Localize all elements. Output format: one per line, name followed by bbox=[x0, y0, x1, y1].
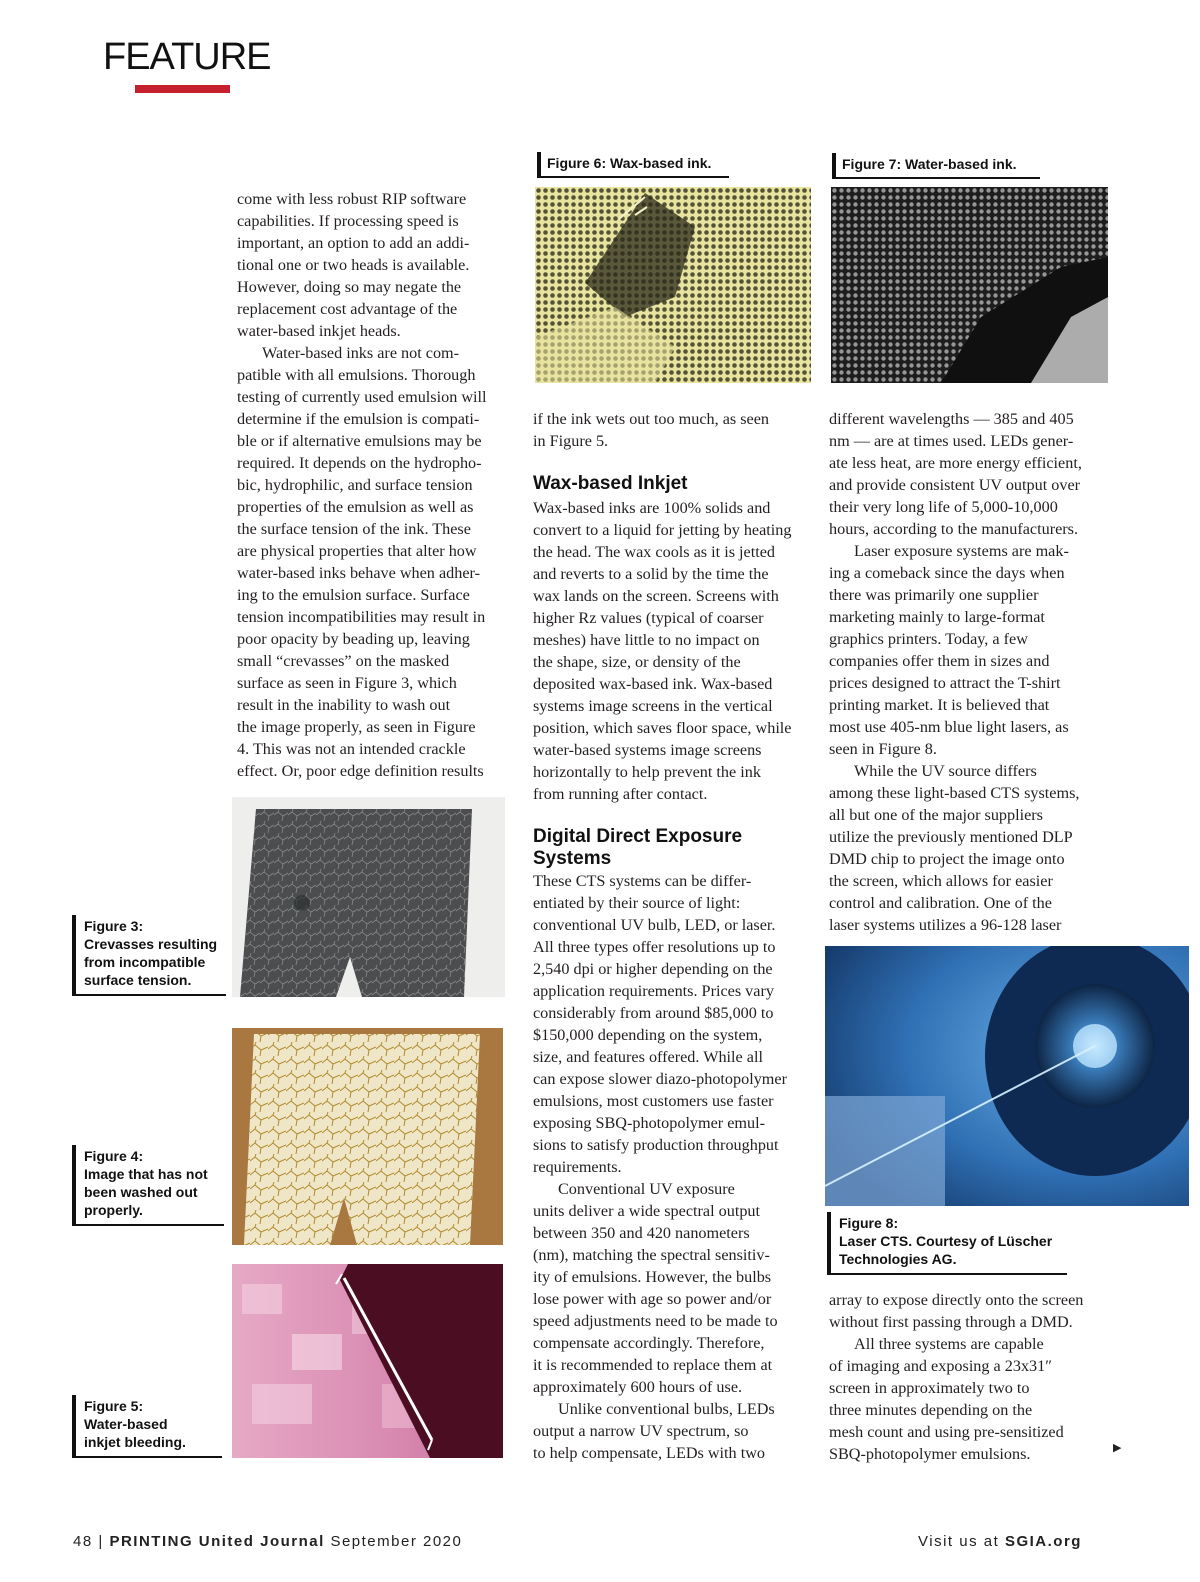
figure-3-image bbox=[232, 797, 505, 997]
text-line: different wavelengths — 385 and 405 bbox=[829, 410, 1074, 428]
section-accent-rule bbox=[135, 85, 230, 93]
text-line: water-based inks behave when adher- bbox=[237, 564, 480, 582]
text-line: screen in approximately two to bbox=[829, 1379, 1030, 1397]
footer-visit bbox=[918, 1533, 1082, 1550]
text-line: testing of currently used emulsion will bbox=[237, 388, 487, 406]
text-line: horizontally to help prevent the ink bbox=[533, 763, 761, 781]
text-line: $150,000 depending on the system, bbox=[533, 1026, 763, 1044]
figure-3-caption bbox=[72, 915, 226, 996]
page-number: 48 bbox=[73, 1533, 93, 1550]
text-line: can expose slower diazo-photopolymer bbox=[533, 1070, 787, 1088]
column-3-upper bbox=[829, 408, 1104, 936]
figure-6-caption: Figure 6: Wax-based ink. bbox=[537, 152, 729, 178]
text-line: important, an option to add an addi- bbox=[237, 234, 470, 252]
text-line: and provide consistent UV output over bbox=[829, 476, 1081, 494]
text-line: SBQ-photopolymer emulsions. bbox=[829, 1445, 1031, 1463]
text-line: requirements. bbox=[533, 1158, 622, 1176]
text-line: poor opacity by beading up, leaving bbox=[237, 630, 470, 648]
text-line: bic, hydrophilic, and surface tension bbox=[237, 476, 473, 494]
text-line: wax lands on the screen. Screens with bbox=[533, 587, 779, 605]
text-line: effect. Or, poor edge definition results bbox=[237, 762, 484, 780]
column-1 bbox=[237, 188, 509, 782]
text-line: speed adjustments need to be made to bbox=[533, 1312, 778, 1330]
text-line: ble or if alternative emulsions may be bbox=[237, 432, 482, 450]
text-line: Laser exposure systems are mak- bbox=[854, 542, 1069, 560]
website-link[interactable]: SGIA.org bbox=[1004, 1533, 1082, 1550]
text-line: position, which saves floor space, while bbox=[533, 719, 792, 737]
text-line: exposing SBQ-photopolymer emul- bbox=[533, 1114, 765, 1132]
figure-8-image bbox=[825, 946, 1189, 1206]
text-line: come with less robust RIP software bbox=[237, 190, 467, 208]
text-line: in Figure 5. bbox=[533, 432, 609, 450]
text-line: small “crevasses” on the masked bbox=[237, 652, 450, 670]
text-line: marketing mainly to large-format bbox=[829, 608, 1045, 626]
heading-digital-direct-exposure bbox=[533, 826, 808, 870]
text-line: and reverts to a solid by the time the bbox=[533, 565, 769, 583]
text-line: approximately 600 hours of use. bbox=[533, 1378, 743, 1396]
text-line: array to expose directly onto the screen bbox=[829, 1291, 1084, 1309]
text-line: ate less heat, are more energy efficient, bbox=[829, 454, 1082, 472]
caption-line: from incompatible bbox=[84, 954, 206, 970]
text-line: deposited wax-based ink. Wax-based bbox=[533, 675, 773, 693]
text-line: the image properly, as seen in Figure bbox=[237, 718, 476, 736]
text-line: surface as seen in Figure 3, which bbox=[237, 674, 457, 692]
text-line: considerably from around $85,000 to bbox=[533, 1004, 774, 1022]
figure-4-caption bbox=[72, 1145, 224, 1226]
caption-line: Crevasses resulting bbox=[84, 936, 218, 952]
text-line: control and calibration. One of the bbox=[829, 894, 1052, 912]
caption-line: Figure 4: bbox=[84, 1148, 144, 1164]
triangle-right-icon: ▶ bbox=[1113, 1441, 1122, 1454]
text-line: Unlike conventional bulbs, LEDs bbox=[558, 1400, 775, 1418]
caption-line: inkjet bleeding. bbox=[84, 1434, 186, 1450]
text-line: among these light-based CTS systems, bbox=[829, 784, 1080, 802]
text-line: DMD chip to project the image onto bbox=[829, 850, 1065, 868]
text-line: most use 405-nm blue light lasers, as bbox=[829, 718, 1069, 736]
text-line: convert to a liquid for jetting by heating bbox=[533, 521, 792, 539]
text-line: from running after contact. bbox=[533, 785, 708, 803]
text-line: three minutes depending on the bbox=[829, 1401, 1033, 1419]
text-line: of imaging and exposing a 23x31″ bbox=[829, 1357, 1052, 1375]
text-line: if the ink wets out too much, as seen bbox=[533, 410, 770, 428]
visit-text: Visit us at bbox=[918, 1533, 1000, 1550]
text-line: between 350 and 420 nanometers bbox=[533, 1224, 750, 1242]
column-3-lower bbox=[829, 1289, 1104, 1465]
caption-line: Figure 3: bbox=[84, 918, 144, 934]
text-line: meshes) have little to no impact on bbox=[533, 631, 760, 649]
caption-line: Figure 5: bbox=[84, 1398, 144, 1414]
text-line: capabilities. If processing speed is bbox=[237, 212, 459, 230]
heading-line: Systems bbox=[533, 848, 612, 869]
text-line: All three systems are capable bbox=[854, 1335, 1044, 1353]
text-line: the head. The wax cools as it is jetted bbox=[533, 543, 775, 561]
caption-line: Figure 8: bbox=[839, 1215, 899, 1231]
text-line: water-based inkjet heads. bbox=[237, 322, 401, 340]
text-line: without first passing through a DMD. bbox=[829, 1313, 1073, 1331]
text-line: there was primarily one supplier bbox=[829, 586, 1039, 604]
text-line: it is recommended to replace them at bbox=[533, 1356, 773, 1374]
text-line: the surface tension of the ink. These bbox=[237, 520, 471, 538]
text-line: utilize the previously mentioned DLP bbox=[829, 828, 1073, 846]
column-2 bbox=[533, 408, 808, 1464]
text-line: replacement cost advantage of the bbox=[237, 300, 458, 318]
text-line: While the UV source differs bbox=[854, 762, 1037, 780]
text-line: prices designed to attract the T-shirt bbox=[829, 674, 1061, 692]
text-line: emulsions, most customers use faster bbox=[533, 1092, 774, 1110]
figure-8-caption bbox=[827, 1212, 1067, 1275]
text-line: systems image screens in the vertical bbox=[533, 697, 773, 715]
figure-7-image bbox=[831, 187, 1108, 383]
text-line: All three types offer resolutions up to bbox=[533, 938, 776, 956]
text-line: However, doing so may negate the bbox=[237, 278, 462, 296]
text-line: size, and features offered. While all bbox=[533, 1048, 763, 1066]
text-line: required. It depends on the hydropho- bbox=[237, 454, 482, 472]
footer-folio bbox=[73, 1533, 462, 1550]
heading-line: Digital Direct Exposure bbox=[533, 826, 743, 847]
text-line: 2,540 dpi or higher depending on the bbox=[533, 960, 773, 978]
text-line: lose power with age so power and/or bbox=[533, 1290, 772, 1308]
figure-5-image bbox=[232, 1264, 503, 1458]
text-line: ity of emulsions. However, the bulbs bbox=[533, 1268, 772, 1286]
text-line: Conventional UV exposure bbox=[558, 1180, 735, 1198]
caption-line: Laser CTS. Courtesy of Lüscher bbox=[839, 1233, 1053, 1249]
text-line: all but one of the major suppliers bbox=[829, 806, 1043, 824]
text-line: ing a comeback since the days when bbox=[829, 564, 1065, 582]
section-label: FEATURE bbox=[103, 36, 271, 78]
text-line: the shape, size, or density of the bbox=[533, 653, 741, 671]
text-line: laser systems utilizes a 96-128 laser bbox=[829, 916, 1062, 934]
text-line: patible with all emulsions. Thorough bbox=[237, 366, 476, 384]
text-line: tional one or two heads is available. bbox=[237, 256, 470, 274]
text-line: hours, according to the manufacturers. bbox=[829, 520, 1079, 538]
text-line: are physical properties that alter how bbox=[237, 542, 477, 560]
caption-line: Water-based bbox=[84, 1416, 168, 1432]
text-line: application requirements. Prices vary bbox=[533, 982, 774, 1000]
text-line: determine if the emulsion is compati- bbox=[237, 410, 480, 428]
footer-separator: | bbox=[98, 1533, 104, 1550]
text-line: units deliver a wide spectral output bbox=[533, 1202, 761, 1220]
caption-line: Technologies AG. bbox=[839, 1251, 957, 1267]
caption-line: Image that has not bbox=[84, 1166, 208, 1182]
text-line: properties of the emulsion as well as bbox=[237, 498, 474, 516]
text-line: the screen, which allows for easier bbox=[829, 872, 1053, 890]
caption-line: properly. bbox=[84, 1202, 143, 1218]
figure-5-caption bbox=[72, 1395, 222, 1458]
text-line: mesh count and using pre-sensitized bbox=[829, 1423, 1064, 1441]
text-line: result in the inability to wash out bbox=[237, 696, 451, 714]
text-line: ing to the emulsion surface. Surface bbox=[237, 586, 470, 604]
figure-7-caption: Figure 7: Water-based ink. bbox=[832, 153, 1040, 179]
text-line: output a narrow UV spectrum, so bbox=[533, 1422, 749, 1440]
text-line: printing market. It is believed that bbox=[829, 696, 1050, 714]
text-line: to help compensate, LEDs with two bbox=[533, 1444, 765, 1462]
text-line: Wax-based inks are 100% solids and bbox=[533, 499, 771, 517]
text-line: These CTS systems can be differ- bbox=[533, 872, 752, 890]
text-line: water-based systems image screens bbox=[533, 741, 762, 759]
text-line: conventional UV bulb, LED, or laser. bbox=[533, 916, 776, 934]
text-line: compensate accordingly. Therefore, bbox=[533, 1334, 765, 1352]
text-line: Water-based inks are not com- bbox=[262, 344, 460, 362]
text-line: (nm), matching the spectral sensitiv- bbox=[533, 1246, 770, 1264]
text-line: higher Rz values (typical of coarser bbox=[533, 609, 764, 627]
text-line: their very long life of 5,000-10,000 bbox=[829, 498, 1058, 516]
caption-line: been washed out bbox=[84, 1184, 198, 1200]
text-line: companies offer them in sizes and bbox=[829, 652, 1050, 670]
text-line: entiated by their source of light: bbox=[533, 894, 741, 912]
text-line: sions to satisfy production throughput bbox=[533, 1136, 779, 1154]
text-line: nm — are at times used. LEDs gener- bbox=[829, 432, 1074, 450]
text-line: 4. This was not an intended crackle bbox=[237, 740, 466, 758]
heading-wax-based-inkjet: Wax-based Inkjet bbox=[533, 473, 688, 494]
text-line: seen in Figure 8. bbox=[829, 740, 937, 758]
figure-4-image bbox=[232, 1028, 503, 1245]
figure-6-image bbox=[535, 187, 811, 383]
publication-name: PRINTING United Journal bbox=[109, 1533, 325, 1550]
text-line: graphics printers. Today, a few bbox=[829, 630, 1028, 648]
issue-date: September 2020 bbox=[330, 1533, 463, 1550]
text-line: tension incompatibilities may result in bbox=[237, 608, 486, 626]
caption-line: surface tension. bbox=[84, 972, 192, 988]
